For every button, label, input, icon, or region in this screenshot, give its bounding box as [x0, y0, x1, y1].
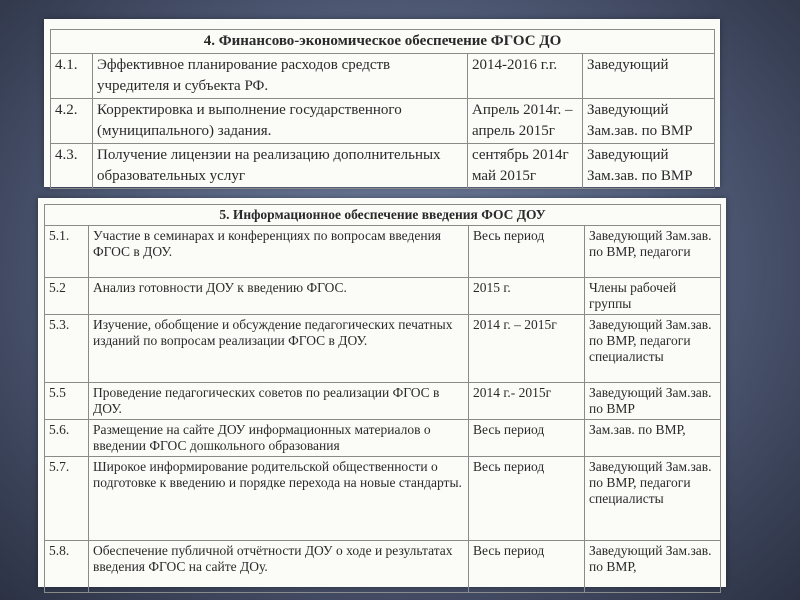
row-task: Получение лицензии на реализацию дополнительных образовательных услуг: [93, 144, 468, 189]
information-plan-table: [44, 204, 721, 593]
row-responsible: Заведующий Зам.зав. по ВМР: [583, 144, 715, 189]
row-responsible: Заведующий Зам.зав. по ВМР: [585, 383, 721, 420]
table-title-row: [51, 30, 715, 54]
table-row: [45, 315, 721, 383]
row-number: 5.7.: [45, 457, 89, 541]
row-responsible: Заведующий Зам.зав. по ВМР, педагоги: [585, 226, 721, 278]
table-row: [51, 99, 715, 144]
row-responsible: Заведующий: [583, 54, 715, 99]
row-task: Широкое информирование родительской общественности о подготовке к введению и порядке перехода на новые стандарты.: [89, 457, 469, 541]
row-term: 2014 г.- 2015г: [469, 383, 585, 420]
table-row: [45, 457, 721, 541]
table-row: [45, 383, 721, 420]
row-number: 4.2.: [51, 99, 93, 144]
table-row: [51, 54, 715, 99]
row-number: 4.3.: [51, 144, 93, 189]
document-sheet-section-4: [44, 19, 720, 187]
row-term: 2014-2016 г.г.: [468, 54, 583, 99]
table-row: [45, 420, 721, 457]
row-number: 5.1.: [45, 226, 89, 278]
row-task: Участие в семинарах и конференциях по вопросам введения ФГОС в ДОУ.: [89, 226, 469, 278]
row-term: сентябрь 2014г май 2015г: [468, 144, 583, 189]
row-term: Весь период: [469, 420, 585, 457]
row-responsible: Заведующий Зам.зав. по ВМР, педагоги специалисты: [585, 457, 721, 541]
row-task: Проведение педагогических советов по реализации ФГОС в ДОУ.: [89, 383, 469, 420]
row-responsible: Зам.зав. по ВМР,: [585, 420, 721, 457]
row-task: Изучение, обобщение и обсуждение педагогических печатных изданий по вопросам реализации ФГОС в ДОУ.: [89, 315, 469, 383]
row-term: Весь период: [469, 226, 585, 278]
row-term: Весь период: [469, 457, 585, 541]
row-task: Корректировка и выполнение государственного (муниципального) задания.: [93, 99, 468, 144]
financial-plan-table: [50, 29, 715, 189]
table-row: [51, 144, 715, 189]
document-sheet-section-5: [38, 198, 726, 587]
row-number: 5.3.: [45, 315, 89, 383]
section-4-title: 4. Финансово-экономическое обеспечение ФГОС ДО: [51, 30, 715, 54]
section-5-title: 5. Информационное обеспечение введения ФОС ДОУ: [45, 205, 721, 226]
table-row: [45, 226, 721, 278]
row-responsible: Заведующий Зам.зав. по ВМР, педагоги специалисты: [585, 315, 721, 383]
row-term: 2014 г. – 2015г: [469, 315, 585, 383]
table-title-row: [45, 205, 721, 226]
row-term: Апрель 2014г. – апрель 2015г: [468, 99, 583, 144]
row-task: Обеспечение публичной отчётности ДОУ о ходе и результатах введения ФГОС на сайте ДОу.: [89, 541, 469, 593]
row-responsible: Заведующий Зам.зав. по ВМР,: [585, 541, 721, 593]
row-responsible: Члены рабочей группы: [585, 278, 721, 315]
row-task: Анализ готовности ДОУ к введению ФГОС.: [89, 278, 469, 315]
row-task: Размещение на сайте ДОУ информационных материалов о введении ФГОС дошкольного образования: [89, 420, 469, 457]
row-term: 2015 г.: [469, 278, 585, 315]
row-term: Весь период: [469, 541, 585, 593]
table-row: [45, 541, 721, 593]
table-row: [45, 278, 721, 315]
row-number: 5.6.: [45, 420, 89, 457]
row-number: 4.1.: [51, 54, 93, 99]
row-responsible: Заведующий Зам.зав. по ВМР: [583, 99, 715, 144]
row-number: 5.2: [45, 278, 89, 315]
row-number: 5.5: [45, 383, 89, 420]
row-task: Эффективное планирование расходов средств учредителя и субъекта РФ.: [93, 54, 468, 99]
row-number: 5.8.: [45, 541, 89, 593]
